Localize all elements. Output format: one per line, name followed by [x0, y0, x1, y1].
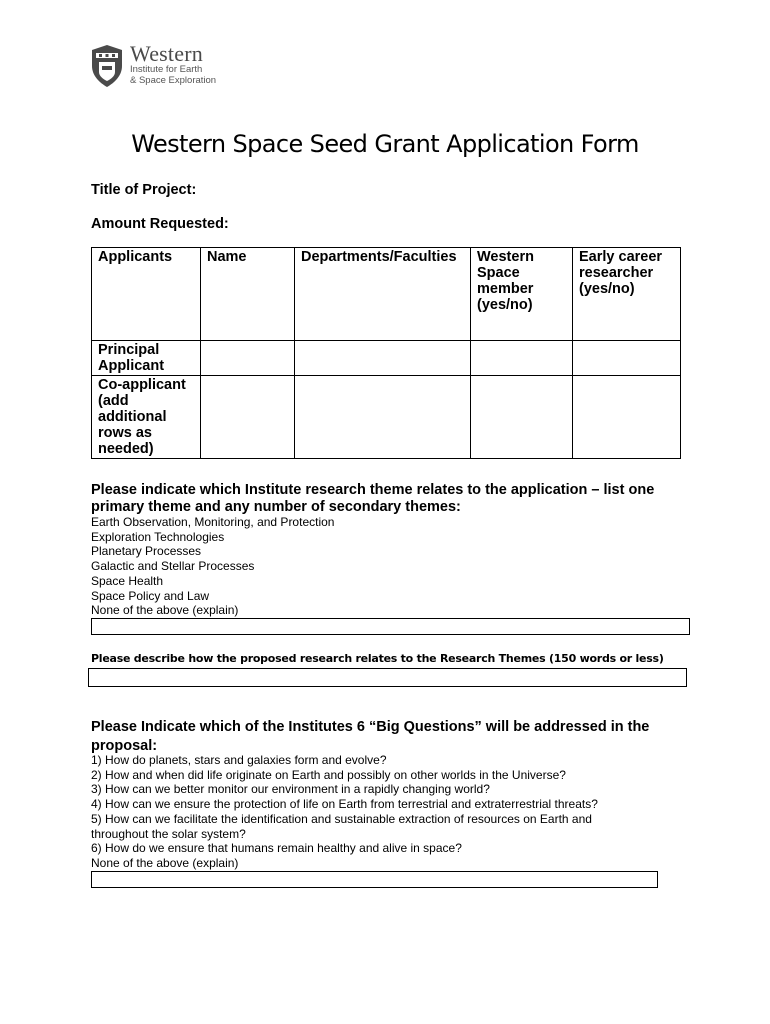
header-early-career: Early career researcher (yes/no): [573, 248, 681, 341]
cell-input[interactable]: [471, 341, 573, 376]
questions-explain-field[interactable]: [91, 871, 658, 888]
amount-requested-label: Amount Requested:: [91, 216, 229, 232]
list-item: Space Policy and Law: [91, 588, 210, 603]
list-item: Galactic and Stellar Processes: [91, 559, 255, 574]
header-western-space-member: Western Space member (yes/no): [471, 248, 573, 341]
list-item: 3) How can we better monitor our environment in a rapidly changing world?: [91, 782, 490, 797]
logo-wordmark: Western: [130, 41, 203, 66]
list-item: Earth Observation, Monitoring, and Protection: [91, 515, 335, 529]
themes-heading: Please indicate which Institute research theme relates to the application – list one primary theme and any number of secondary themes:: [91, 482, 655, 515]
list-item: 6) How do we ensure that humans remain healthy and alive in space?: [91, 841, 462, 856]
header-departments: Departments/Faculties: [295, 248, 471, 341]
applicants-table: [91, 247, 681, 459]
header-applicants: Applicants: [92, 248, 201, 341]
cell-input[interactable]: [573, 341, 681, 376]
list-item: 4) How can we ensure the protection of life on Earth from terrestrial and extraterrestrial threats?: [91, 797, 598, 812]
questions-heading: Please Indicate which of the Institutes 6 “Big Questions” will be addressed in the proposal:: [91, 719, 650, 754]
cell-input[interactable]: [471, 376, 573, 459]
list-item: 5) How can we facilitate the identification and sustainable extraction of resources on Earth and throughout the solar system?: [91, 811, 592, 841]
cell-input[interactable]: [201, 341, 295, 376]
themes-list: [91, 515, 651, 618]
row-label-principal: Principal Applicant: [92, 341, 201, 376]
logo-line-1: Institute for Earth: [130, 64, 203, 75]
relation-heading: Please describe how the proposed research relates to the Research Themes (150 words or less): [91, 652, 664, 665]
list-item: Exploration Technologies: [91, 529, 225, 544]
relation-field[interactable]: [88, 668, 687, 687]
header-name: Name: [201, 248, 295, 341]
cell-input[interactable]: [295, 341, 471, 376]
table-header-row: [92, 248, 681, 341]
themes-explain-field[interactable]: [91, 618, 690, 635]
cell-input[interactable]: [295, 376, 471, 459]
title-of-project-label: Title of Project:: [91, 182, 197, 198]
list-item: Space Health: [91, 573, 164, 588]
list-item: 1) How do planets, stars and galaxies form and evolve?: [91, 753, 387, 767]
western-crest-icon: [90, 44, 124, 88]
list-item: None of the above (explain): [91, 603, 239, 618]
logo-line-2: & Space Exploration: [130, 75, 217, 86]
cell-input[interactable]: [201, 376, 295, 459]
institute-logo: [90, 41, 217, 88]
list-item: 2) How and when did life originate on Earth and possibly on other worlds in the Universe?: [91, 767, 566, 782]
table-row: [92, 341, 681, 376]
questions-list: [91, 753, 631, 871]
row-label-co-applicant: Co-applicant (add additional rows as needed): [92, 376, 201, 459]
page-title: Western Space Seed Grant Application Form: [131, 130, 639, 158]
table-row: [92, 376, 681, 459]
list-item: None of the above (explain): [91, 855, 239, 870]
cell-input[interactable]: [573, 376, 681, 459]
list-item: Planetary Processes: [91, 544, 202, 559]
